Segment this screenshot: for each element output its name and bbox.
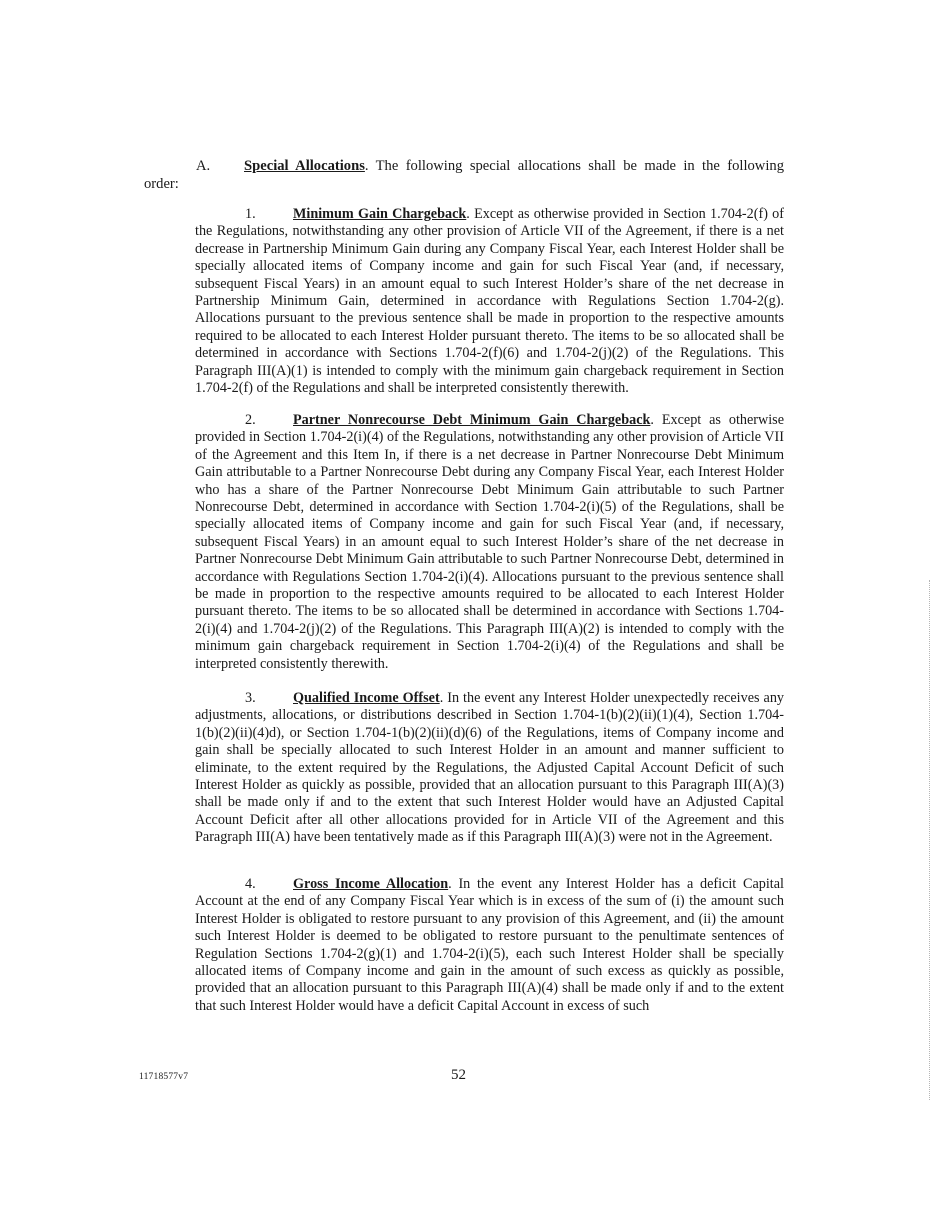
paragraph-title: Partner Nonrecourse Debt Minimum Gain Chargeback bbox=[293, 412, 651, 428]
section-intro-continuation: order: bbox=[144, 176, 179, 192]
paragraph-gross-income-allocation bbox=[195, 876, 784, 1015]
paragraph-title: Gross Income Allocation bbox=[293, 876, 449, 892]
paragraph-title: Qualified Income Offset bbox=[293, 690, 440, 706]
paragraph-number: 1. bbox=[245, 206, 256, 222]
paragraph-number: 3. bbox=[245, 690, 256, 706]
paragraph-number: 2. bbox=[245, 412, 256, 428]
section-intro-text: . The following special allocations shall be made in the following bbox=[364, 158, 784, 174]
paragraph-number: 4. bbox=[245, 876, 256, 892]
paragraph-partner-nonrecourse-debt bbox=[195, 412, 784, 673]
paragraph-minimum-gain-chargeback bbox=[195, 206, 784, 397]
paragraph-title: Minimum Gain Chargeback bbox=[293, 206, 467, 222]
paragraph-body: . Except as otherwise provided in Section 1.704-2(i)(4) of the Regulations, notwithstanding any other provision of Article VII of the Agreement and this Item In, if there is a net decrease in Partner Nonrecourse Debt Minimum Gain attributable to a Partner Nonrecourse Debt during any Company Fiscal Year, each Interest Holder who has a share of the Partner Nonrecourse Debt Minimum Gain attributable to such Partner Nonrecourse Debt, determined in accordance with Section 1.704-2(i)(5) of the Regulations, shall be specially allocated items of Company income and gain for such Fiscal Year (and, if necessary, subsequent Fiscal Years) in an amount equal to such Interest Holder’s share of the net decrease in Partner Nonrecourse Debt Minimum Gain attributable to such Partner Nonrecourse Debt, determined in accordance with Regulations Section 1.704-2(i)(4). Allocations pursuant to the previous sentence shall be made in proportion to the respective amounts required to be allocated to each Interest Holder pursuant thereto. The items to be so allocated shall be determined in accordance with Sections 1.704-2(i)(4) and 1.704-2(j)(2) of the Regulations. This Paragraph III(A)(2) is intended to comply with the minimum gain chargeback requirement in Section 1.704-2(i)(4) of the Regulations and shall be interpreted consistently therewith. bbox=[195, 412, 785, 672]
section-intro-line bbox=[244, 157, 784, 175]
footer-page-number: 52 bbox=[451, 1067, 466, 1083]
paragraph-body: . Except as otherwise provided in Section 1.704-2(f) of the Regulations, notwithstanding any other provision of Article VII of the Agreement, if there is a net decrease in Partnership Minimum Gain during any Company Fiscal Year, each Interest Holder shall be specially allocated items of Company income and gain for such Fiscal Year (and, if necessary, subsequent Fiscal Years) in an amount equal to such Interest Holder’s share of the net decrease in Partnership Minimum Gain, determined in accordance with Regulations Section 1.704-2(g). Allocations pursuant to the previous sentence shall be made in proportion to the respective amounts required to be allocated to each Interest Holder pursuant thereto. The items to be so allocated shall be determined in accordance with Sections 1.704-2(f)(6) and 1.704-2(j)(2) of the Regulations. This Paragraph III(A)(1) is intended to comply with the minimum gain chargeback requirement in Section 1.704-2(f) of the Regulations and shall be interpreted consistently therewith. bbox=[195, 206, 784, 397]
paragraph-body: . In the event any Interest Holder has a deficit Capital Account at the end of any Company Fiscal Year which is in excess of the sum of (i) the amount such Interest Holder is obligated to restore pursuant to any provision of this Agreement, and (ii) the amount such Interest Holder is deemed to be obligated to restore pursuant to the penultimate sentences of Regulation Sections 1.704-2(g)(1) and 1.704-2(i)(5), each such Interest Holder shall be specially allocated items of Company income and gain in the amount of such excess as quickly as possible, provided that an allocation pursuant to this Paragraph III(A)(4) shall be made only if and to the extent that such Interest Holder would have a deficit Capital Account in excess of such bbox=[195, 876, 784, 1014]
paragraph-body: . In the event any Interest Holder unexpectedly receives any adjustments, allocations, or distributions described in Section 1.704-1(b)(2)(ii)(1)(4), Section 1.704-1(b)(2)(ii)(4)d), or Section 1.704-1(b)(2)(ii)(d)(6) of the Regulations, items of Company income and gain shall be specially allocated to such Interest Holder in an amount and manner sufficient to eliminate, to the extent required by the Regulations, the Adjusted Capital Account Deficit of such Interest Holder as quickly as possible, provided that an allocation pursuant to this Paragraph III(A)(3) shall be made only if and to the extent that such Interest Holder would have an Adjusted Capital Account Deficit after all other allocations provided for in Article VII of the Agreement and this Paragraph III(A) have been tentatively made as if this Paragraph III(A)(3) were not in the Agreement. bbox=[195, 690, 785, 846]
paragraph-qualified-income-offset bbox=[195, 690, 784, 847]
footer-document-id: 11718577v7 bbox=[139, 1072, 189, 1082]
section-letter: A. bbox=[196, 158, 211, 174]
section-title: Special Allocations bbox=[244, 158, 365, 174]
scan-edge-line bbox=[929, 580, 931, 1100]
